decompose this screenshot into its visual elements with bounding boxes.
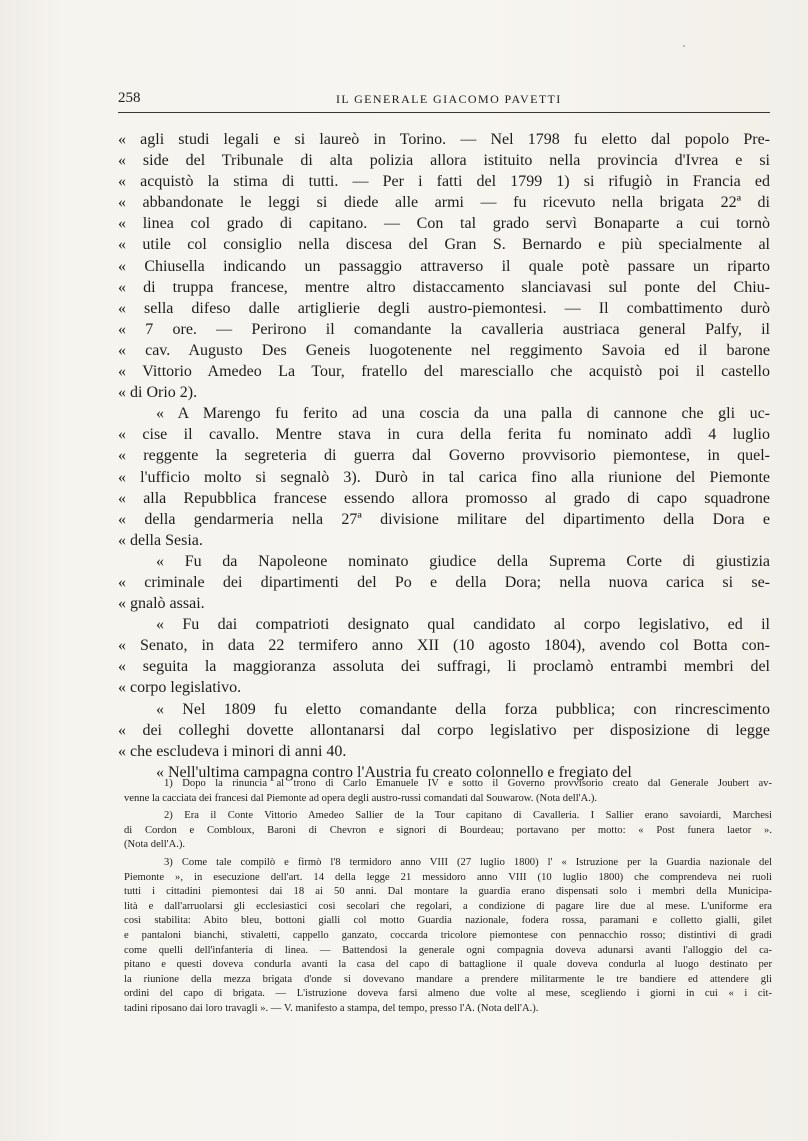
text-line: « dei colleghi dovette allontanarsi dal corpo legislativo per disposizione di legge	[118, 721, 770, 739]
text-line: « Nell'ultima campagna contro l'Austria fu creato colonnello e fregiato del	[156, 763, 632, 781]
text-line: « di truppa francese, mentre altro distaccamento slanciavasi sul ponte del Chiu-	[118, 278, 770, 296]
text-line: « cav. Augusto Des Geneis luogotenente nel reggimento Savoia ed il barone	[118, 341, 770, 359]
text-line: « acquistò la stima di tutti. — Per i fatti del 1799 1) si rifugiò in Francia ed	[118, 173, 770, 191]
text-line: « che escludeva i minori di anni 40.	[118, 742, 347, 760]
text-line: « della Sesia.	[118, 531, 203, 549]
footnote-line: (Nota dell'A.).	[124, 839, 186, 851]
pencil-mark	[683, 45, 685, 47]
body-text	[118, 129, 770, 783]
footnote-line: lità e dall'arruolarsi gli ecclesiastici così secolari che regolari, a condizione di pagare lire due al mese. L'uniforme era	[124, 900, 772, 912]
text-line: « criminale dei dipartimenti del Po e della Dora; nella nuova carica si se-	[118, 573, 770, 591]
text-line: « Vittorio Amedeo La Tour, fratello del maresciallo che acquistò poi il castello	[118, 363, 770, 381]
footnote-line: 1) Dopo la rinuncia al trono di Carlo Emanuele IV e sotto il Governo provvisorio creato dal Generale Joubert av-	[164, 778, 772, 789]
page-number: 258	[118, 90, 141, 106]
text-line: « abbandonate le leggi si diede alle armi — fu ricevuto nella brigata 22ª di	[118, 194, 770, 212]
text-line: « Senato, in data 22 termifero anno XII (10 agosto 1804), avendo col Botta con-	[118, 637, 770, 655]
footnote-line: tutti i cittadini piemontesi dai 18 ai 50 anni. Dal montare la guardia erano dispensati solo i membri della Municipa-	[124, 886, 772, 898]
text-line: « cise il cavallo. Mentre stava in cura della ferita fu nominato addì 4 luglio	[118, 426, 770, 444]
text-line: « Nel 1809 fu eletto comandante della forza pubblica; con rincrescimento	[156, 700, 770, 718]
text-line: « corpo legislativo.	[118, 679, 242, 697]
footnote-line: 3) Come tale compilò e firmò l'8 termidoro anno VIII (27 luglio 1800) l' « Istruzione per la Guardia nazionale del	[164, 856, 772, 868]
text-line: « linea col grado di capitano. — Con tal grado servì Bonaparte a cui tornò	[118, 215, 770, 233]
text-line: « Fu da Napoleone nominato giudice della Suprema Corte di giustizia	[156, 552, 770, 570]
footnote-2	[124, 809, 772, 853]
footnote-line: Piemonte », in esecuzione dell'art. 14 della legge 21 messidoro anno VIII (10 luglio 1800) che comprendeva nei ruoli	[124, 871, 772, 883]
footnote-3	[124, 856, 772, 1017]
footnote-line: come quelli dell'infanteria di linea. — Battendosi la generale ogni compagnia doveva adunarsi avanti l'alloggio del ca-	[124, 944, 772, 956]
text-line: « l'ufficio molto si segnalò 3). Durò in tal carica fino alla riunione del Piemonte	[118, 468, 770, 486]
text-line: « sella difeso dalle artiglierie degli austro-piemontesi. — Il combattimento durò	[118, 299, 770, 317]
running-title: IL GENERALE GIACOMO PAVETTI	[336, 92, 562, 106]
footnote-line: così stabilita: Abito bleu, bottoni gialli col motto Guardia nazionale, fodera rossa, paramani e colletto gialli, gilet	[124, 915, 772, 927]
running-head	[118, 90, 770, 113]
footnote-line: la riunione della mezza brigata d'onde si dovevano mandare a prendere militarmente le tre bandiere ed attendere gli	[124, 973, 772, 985]
text-line: « seguita la maggioranza assoluta dei suffragi, li proclamò entrambi membri del	[118, 658, 770, 676]
text-line: « gnalò assai.	[118, 595, 205, 613]
footnote-line: 2) Era il Conte Vittorio Amedeo Sallier de la Tour capitano di Cavalleria. I Sallier erano savoiardi, Marchesi	[164, 810, 772, 822]
text-line: « agli studi legali e si laureò in Torino. — Nel 1798 fu eletto dal popolo Pre-	[118, 131, 770, 148]
text-line: « side del Tribunale di alta polizia allora istituito nella provincia d'Ivrea e si	[118, 152, 770, 170]
footnote-line: e pantaloni bianchi, stivaletti, cappello ganzato, coccarda tricolore piemontese con pennacchio rosso; distintivi di gradi	[124, 929, 772, 941]
text-line: « alla Repubblica francese essendo allora promosso al grado di capo squadrone	[118, 489, 770, 507]
text-line: « Chiusella indicando un passaggio attraverso il quale potè passare un riparto	[118, 257, 770, 275]
text-line: « Fu dai compatrioti designato qual candidato al corpo legislativo, ed il	[156, 616, 770, 634]
footnote-1	[124, 777, 772, 806]
text-line: « 7 ore. — Perirono il comandante la cavalleria austriaca general Palfy, il	[118, 320, 770, 338]
footnote-line: ordini del capo di brigata. — L'istruzione doveva farsi almeno due volte al mese, scegliendo i giorni in cui « i cit-	[124, 988, 772, 1000]
text-line: « di Orio 2).	[118, 384, 198, 402]
text-line: « reggente la segreteria di guerra dal Governo provvisorio piemontese, in quel-	[118, 447, 770, 465]
footnote-line: venne la cacciata dei francesi dal Piemonte ad opera degli austro-russi comandati dal Souwarow. (Nota dell'A.).	[124, 792, 598, 804]
footnotes	[124, 777, 772, 1020]
footnote-line: di Cordon e Combloux, Baroni di Chevron e signori di Bourdeau; portavano per motto: « Post funera laetor ».	[124, 824, 772, 836]
text-line: « A Marengo fu ferito ad una coscia da una palla di cannone che gli uc-	[156, 405, 770, 423]
footnote-line: tadini riposano dai loro travagli ». — V. manifesto a stampa, del tempo, presso l'A. (Nota dell'A.).	[124, 1002, 539, 1014]
text-line: « utile col consiglio nella discesa del Gran S. Bernardo e più specialmente al	[118, 236, 770, 254]
footnote-line: pitano e questi doveva condurla avanti la casa del capo di battaglione il quale doveva condurla al luogo destinato per	[124, 959, 772, 971]
text-line: « della gendarmeria nella 27ª divisione militare del dipartimento della Dora e	[118, 510, 770, 528]
